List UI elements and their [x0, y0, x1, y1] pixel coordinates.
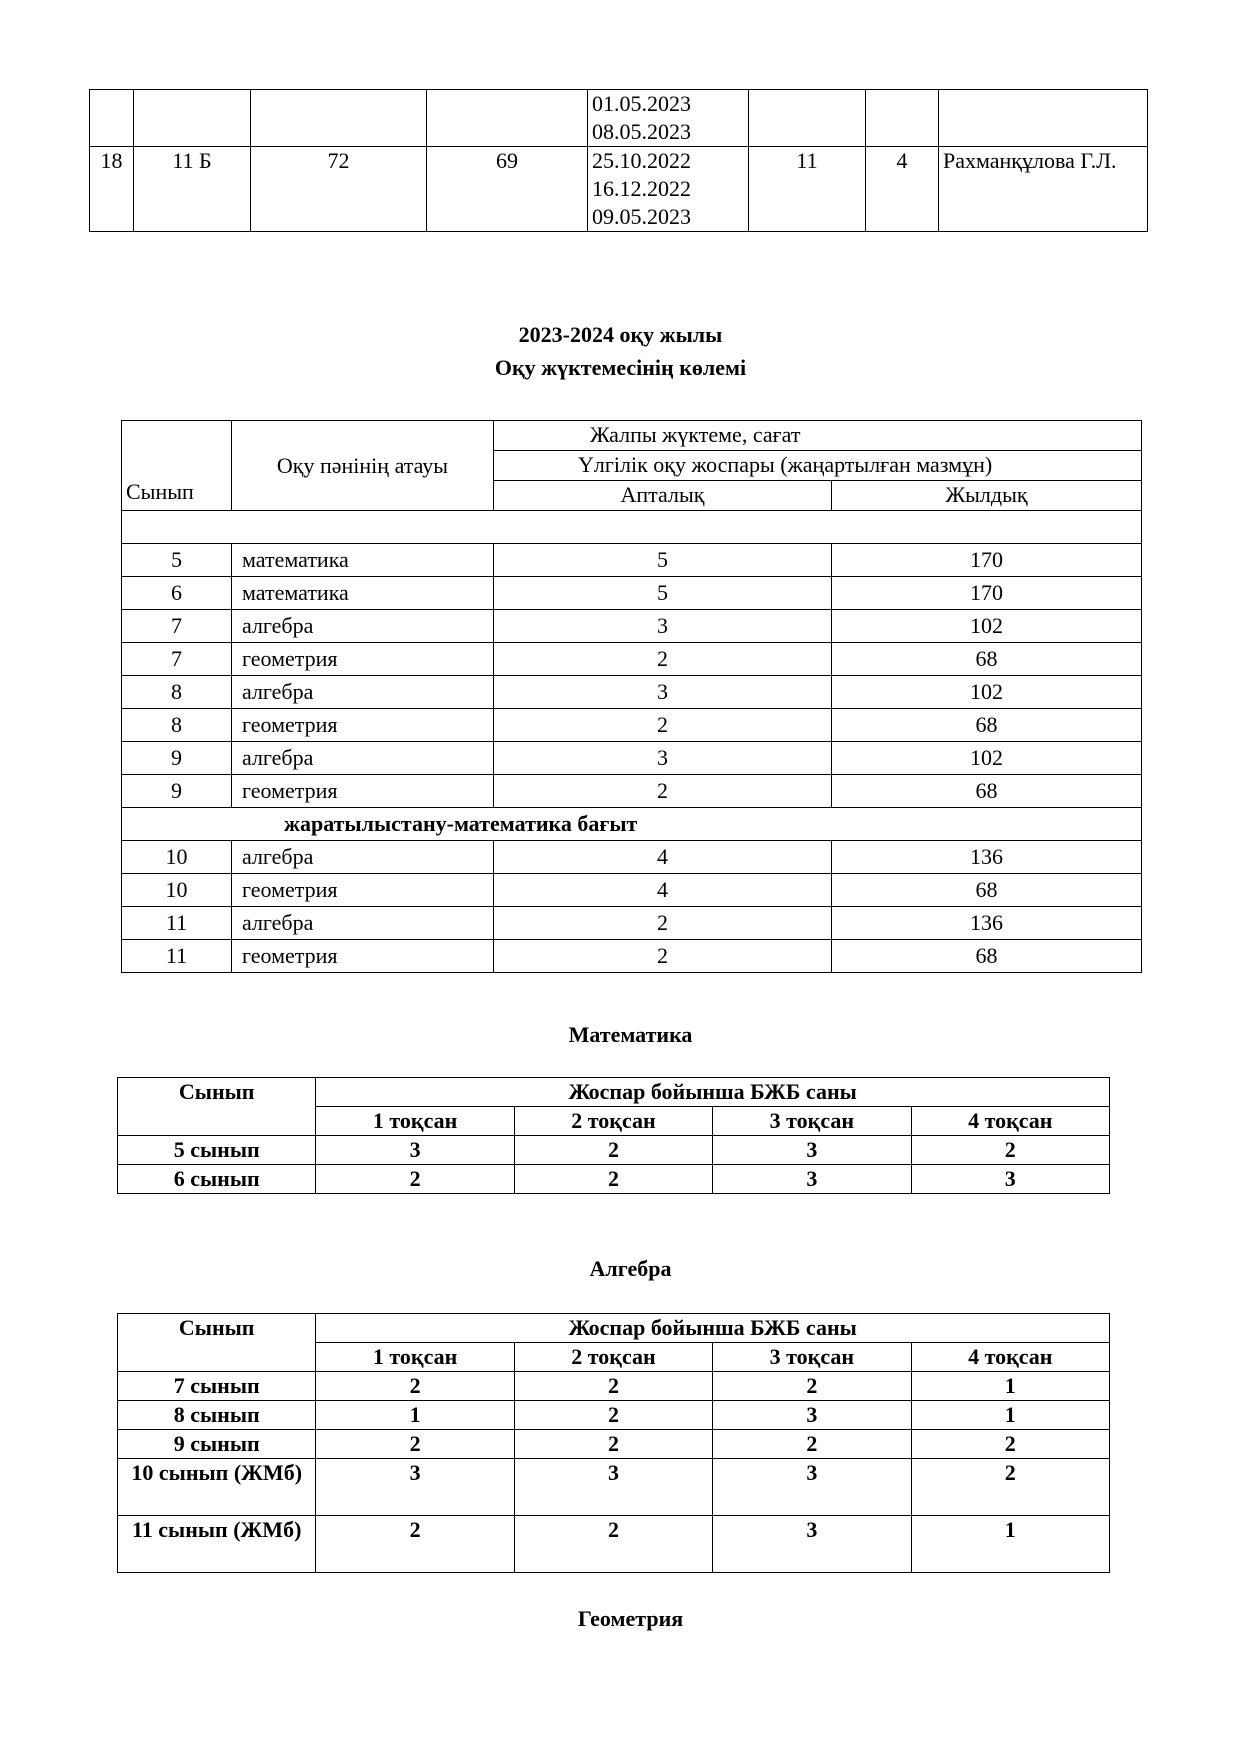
cell-weekly: 2 [494, 709, 832, 742]
header-quarter: 2 тоқсан [514, 1107, 712, 1136]
date: 01.05.2023 [592, 91, 691, 116]
cell-value: 2 [911, 1459, 1109, 1516]
table-header-row [118, 1078, 1110, 1107]
cell-class: 8 [122, 709, 232, 742]
date: 09.05.2023 [592, 204, 691, 229]
cell-value: 2 [316, 1372, 514, 1401]
header-quarter: 4 тоқсан [911, 1343, 1109, 1372]
table-row [122, 841, 1142, 874]
table-row [122, 544, 1142, 577]
table-row [122, 709, 1142, 742]
cell-subject: алгебра [232, 907, 494, 940]
cell-value: 3 [514, 1459, 712, 1516]
direction-label: жаратылыстану-математика бағыт [122, 808, 1142, 841]
cell-subject: алгебра [232, 742, 494, 775]
header-subject: Оқу пәнінің атауы [232, 421, 494, 511]
geometry-title: Геометрия [577, 1606, 684, 1631]
row-c6: 11 [749, 147, 866, 232]
cell-yearly: 68 [832, 643, 1142, 676]
header-class: Сынып [122, 421, 232, 511]
algebra-bjb-table [117, 1313, 1110, 1573]
cell-yearly: 170 [832, 577, 1142, 610]
row-dates [588, 90, 749, 147]
header-quarter: 1 тоқсан [316, 1107, 514, 1136]
cell-subject: геометрия [232, 874, 494, 907]
row-c7 [866, 90, 939, 147]
cell-weekly: 3 [494, 610, 832, 643]
cell-value: 2 [316, 1430, 514, 1459]
table-row [118, 1401, 1110, 1430]
cell-class: 6 сынып [118, 1165, 316, 1194]
cell-value: 2 [514, 1165, 712, 1194]
cell-value: 1 [911, 1401, 1109, 1430]
row-c6 [749, 90, 866, 147]
header-quarter: 4 тоқсан [911, 1107, 1109, 1136]
header-quarter: 1 тоқсан [316, 1343, 514, 1372]
cell-value: 3 [911, 1165, 1109, 1194]
row-c4: 69 [427, 147, 588, 232]
cell-subject: геометрия [232, 709, 494, 742]
cell-weekly: 2 [494, 940, 832, 973]
table-row [122, 577, 1142, 610]
cell-class: 10 [122, 874, 232, 907]
cell-class: 10 [122, 841, 232, 874]
table-row [122, 940, 1142, 973]
cell-yearly: 68 [832, 940, 1142, 973]
cell-subject: геометрия [232, 775, 494, 808]
cell-yearly: 68 [832, 775, 1142, 808]
cell-value: 2 [514, 1430, 712, 1459]
cell-weekly: 3 [494, 742, 832, 775]
header-quarter: 3 тоқсан [713, 1343, 911, 1372]
cell-yearly: 136 [832, 841, 1142, 874]
date: 08.05.2023 [592, 119, 691, 144]
row-dates [588, 147, 749, 232]
algebra-title: Алгебра [589, 1256, 672, 1281]
cell-yearly: 102 [832, 676, 1142, 709]
load-table [121, 420, 1142, 973]
cell-class: 9 сынып [118, 1430, 316, 1459]
cell-class: 7 [122, 643, 232, 676]
cell-yearly: 170 [832, 544, 1142, 577]
cell-subject: алгебра [232, 676, 494, 709]
date: 25.10.2022 [592, 148, 691, 173]
math-title: Математика [568, 1022, 693, 1047]
cell-value: 1 [911, 1372, 1109, 1401]
cell-value: 1 [911, 1516, 1109, 1573]
cell-value: 2 [316, 1516, 514, 1573]
cell-weekly: 5 [494, 577, 832, 610]
cell-value: 3 [713, 1401, 911, 1430]
cell-yearly: 68 [832, 874, 1142, 907]
table-row [118, 1516, 1110, 1573]
cell-weekly: 2 [494, 775, 832, 808]
cell-value: 3 [713, 1459, 911, 1516]
cell-subject: математика [232, 577, 494, 610]
math-bjb-table [117, 1077, 1110, 1194]
table-row [90, 147, 1148, 232]
cell-weekly: 4 [494, 841, 832, 874]
cell-value: 1 [316, 1401, 514, 1430]
cell-class: 6 [122, 577, 232, 610]
header-yearly: Жылдық [832, 481, 1142, 511]
table-row [118, 1372, 1110, 1401]
table-row [122, 874, 1142, 907]
table-row-empty [122, 511, 1142, 544]
row-c3: 72 [251, 147, 427, 232]
section-title-load: Оқу жүктемесінің көлемі [494, 355, 747, 380]
cell-value: 2 [514, 1372, 712, 1401]
table-row [122, 775, 1142, 808]
cell-yearly: 102 [832, 742, 1142, 775]
cell-subject: алгебра [232, 841, 494, 874]
cell-value: 2 [514, 1136, 712, 1165]
row-c7: 4 [866, 147, 939, 232]
cell-class: 8 сынып [118, 1401, 316, 1430]
date: 16.12.2022 [592, 176, 691, 201]
cell-class: 11 [122, 940, 232, 973]
table-row [122, 676, 1142, 709]
table-row [122, 610, 1142, 643]
cell-weekly: 2 [494, 907, 832, 940]
empty-cell [122, 511, 1142, 544]
header-quarter: 3 тоқсан [713, 1107, 911, 1136]
cell-subject: алгебра [232, 610, 494, 643]
cell-value: 3 [316, 1136, 514, 1165]
cell-yearly: 136 [832, 907, 1142, 940]
section-title-year: 2023-2024 оқу жылы [518, 322, 723, 347]
table-row [118, 1136, 1110, 1165]
cell-value: 2 [514, 1401, 712, 1430]
row-c3 [251, 90, 427, 147]
cell-class: 10 сынып (ЖМб) [118, 1459, 316, 1516]
cell-value: 2 [713, 1372, 911, 1401]
cell-class: 5 [122, 544, 232, 577]
cell-subject: математика [232, 544, 494, 577]
top-table [89, 89, 1148, 232]
table-row [122, 643, 1142, 676]
row-class [134, 90, 251, 147]
cell-subject: геометрия [232, 643, 494, 676]
cell-weekly: 3 [494, 676, 832, 709]
cell-subject: геометрия [232, 940, 494, 973]
cell-class: 9 [122, 742, 232, 775]
cell-value: 2 [316, 1165, 514, 1194]
cell-value: 2 [514, 1516, 712, 1573]
header-class: Сынып [118, 1078, 316, 1136]
cell-class: 8 [122, 676, 232, 709]
header-plan: Жоспар бойынша БЖБ саны [316, 1314, 1110, 1343]
header-weekly: Апталық [494, 481, 832, 511]
cell-yearly: 68 [832, 709, 1142, 742]
cell-class: 5 сынып [118, 1136, 316, 1165]
header-plan: Үлгілік оқу жоспары (жаңартылған мазмұн) [494, 451, 1142, 481]
row-teacher: Рахманқұлова Г.Л. [939, 147, 1148, 232]
table-header-row [122, 421, 1142, 451]
cell-yearly: 102 [832, 610, 1142, 643]
cell-weekly: 5 [494, 544, 832, 577]
row-c4 [427, 90, 588, 147]
header-total: Жалпы жүктеме, сағат [494, 421, 1142, 451]
cell-class: 11 сынып (ЖМб) [118, 1516, 316, 1573]
cell-weekly: 2 [494, 643, 832, 676]
header-plan: Жоспар бойынша БЖБ саны [316, 1078, 1110, 1107]
cell-class: 9 [122, 775, 232, 808]
table-row-direction [122, 808, 1142, 841]
cell-value: 2 [911, 1430, 1109, 1459]
cell-value: 3 [316, 1459, 514, 1516]
table-row [122, 742, 1142, 775]
row-number: 18 [90, 147, 134, 232]
table-row [118, 1430, 1110, 1459]
cell-class: 7 сынып [118, 1372, 316, 1401]
cell-value: 3 [713, 1516, 911, 1573]
cell-class: 7 [122, 610, 232, 643]
cell-class: 11 [122, 907, 232, 940]
table-row [118, 1459, 1110, 1516]
row-teacher [939, 90, 1148, 147]
header-class: Сынып [118, 1314, 316, 1372]
cell-value: 2 [911, 1136, 1109, 1165]
cell-value: 2 [713, 1430, 911, 1459]
header-quarter: 2 тоқсан [514, 1343, 712, 1372]
cell-weekly: 4 [494, 874, 832, 907]
row-class: 11 Б [134, 147, 251, 232]
table-header-row [118, 1314, 1110, 1343]
table-row [122, 907, 1142, 940]
cell-value: 3 [713, 1165, 911, 1194]
row-number [90, 90, 134, 147]
table-row [90, 90, 1148, 147]
table-row [118, 1165, 1110, 1194]
cell-value: 3 [713, 1136, 911, 1165]
